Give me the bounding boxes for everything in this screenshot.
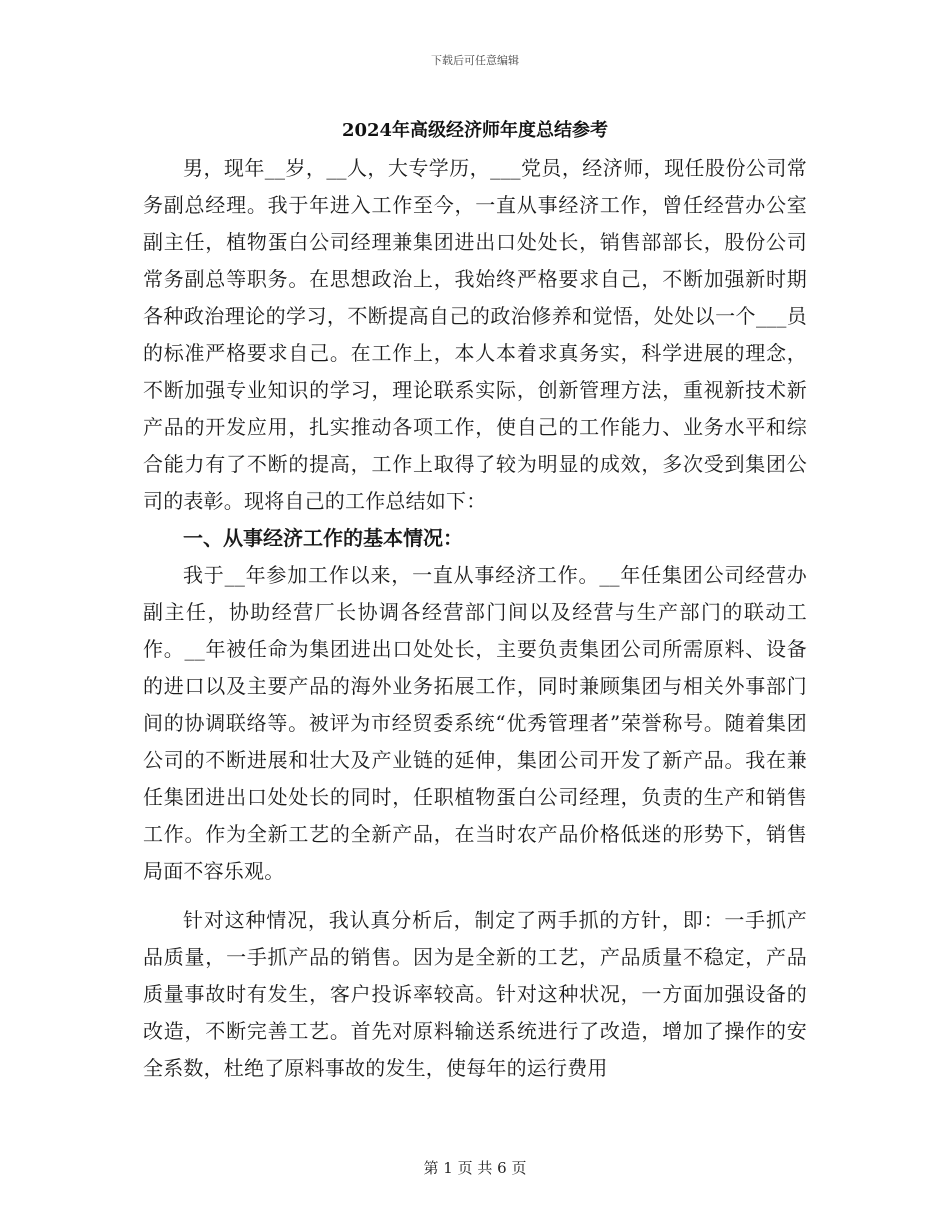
body-paragraph: 针对这种情况，我认真分析后，制定了两手抓的方针，即：一手抓产品质量，一手抓产品的销售。因为是全新的工艺，产品质量不稳定，产品质量事故时有发生，客户投诉率较高。针对这种状况，一方面加强设备的改造，不断完善工艺。首先对原料输送系统进行了改造，增加了操作的安全系数，杜绝了原料事故的发生，使每年的运行费用 <box>143 908 807 1080</box>
document-body <box>143 150 807 1087</box>
intro-paragraph: 男，现年__岁，__人，大专学历，___党员，经济师，现任股份公司常务副总经理。我于年进入工作至今，一直从事经济工作，曾任经营办公室副主任，植物蛋白公司经理兼集团进出口处处长，销售部部长，股份公司常务副总等职务。在思想政治上，我始终严格要求自己，不断加强新时期各种政治理论的学习，不断提高自己的政治修养和觉悟，处处以一个___员的标准严格要求自己。在工作上，本人本着求真务实，科学进展的理念，不断加强专业知识的学习，理论联系实际，创新管理方法，重视新技术新产品的开发应用，扎实推动各项工作，使自己的工作能力、业务水平和综合能力有了不断的提高，工作上取得了较为明显的成效，多次受到集团公司的表彰。现将自己的工作总结如下： <box>143 156 807 513</box>
page-header-note: 下载后可任意编辑 <box>431 54 519 67</box>
document-title: 2024年高级经济师年度总结参考 <box>341 120 609 141</box>
section-heading: 一、从事经济工作的基本情况： <box>183 526 463 550</box>
body-paragraph: 我于__年参加工作以来，一直从事经济工作。__年任集团公司经营办副主任，协助经营厂长协调各经营部门间以及经营与生产部门的联动工作。__年被任命为集团进出口处处长，主要负责集团公司所需原料、设备的进口以及主要产品的海外业务拓展工作，同时兼顾集团与相关外事部门间的协调联络等。被评为市经贸委系统“优秀管理者”荣誉称号。随着集团公司的不断进展和壮大及产业链的延伸，集团公司开发了新产品。我在兼任集团进出口处处长的同时，任职植物蛋白公司经理，负责的生产和销售工作。作为全新工艺的全新产品，在当时农产品价格低迷的形势下，销售局面不容乐观。 <box>143 563 807 883</box>
page-number: 第 1 页 共 6 页 <box>423 1159 527 1177</box>
